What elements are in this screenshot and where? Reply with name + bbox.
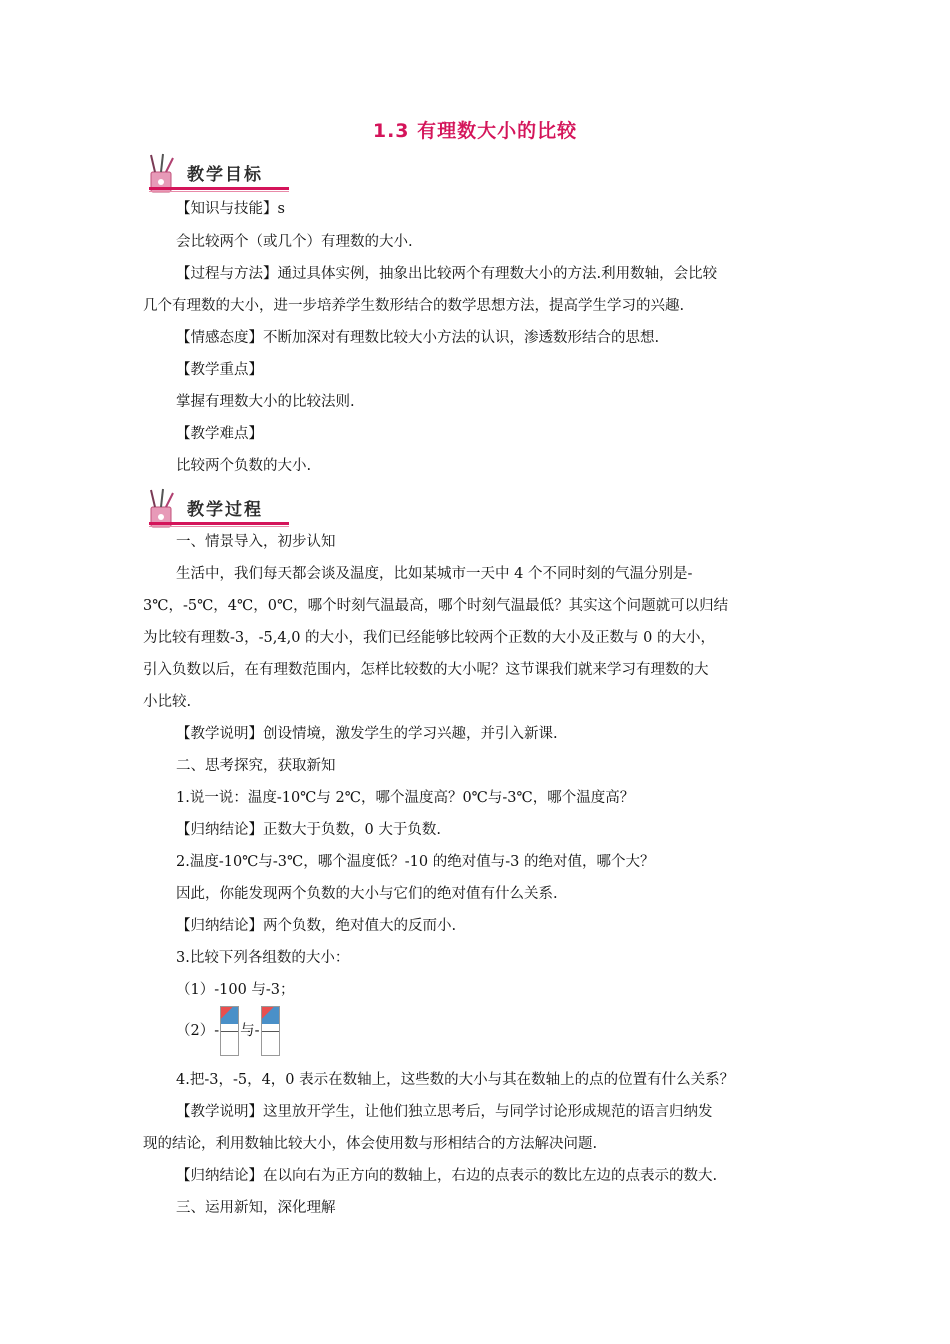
process-line: 为比较有理数-3，-5,4,0 的大小，我们已经能够比较两个正数的大小及正数与 0 的大小， <box>143 630 715 646</box>
goal-line: 几个有理数的大小，进一步培养学生数形结合的数学思想方法，提高学生学习的兴趣. <box>143 298 685 314</box>
process-line: （1）-100 与-3； <box>176 982 295 998</box>
process-line: 三、运用新知，深化理解 <box>176 1200 336 1216</box>
process-line: 3℃，-5℃，4℃，0℃，哪个时刻气温最高，哪个时刻气温最低？其实这个问题就可以归结 <box>143 598 729 614</box>
goal-line: 【知识与技能】s <box>176 201 285 217</box>
goal-line: 【情感态度】不断加深对有理数比较大小方法的认识，渗透数形结合的思想. <box>176 330 660 346</box>
process-line: 【教学说明】创设情境，激发学生的学习兴趣，并引入新课. <box>176 726 558 742</box>
process-line: 因此，你能发现两个负数的大小与它们的绝对值有什么关系. <box>176 886 558 902</box>
banner-underline <box>149 526 289 527</box>
process-line: 【归纳结论】两个负数，绝对值大的反而小. <box>176 918 457 934</box>
process-line: 小比较. <box>143 694 192 710</box>
process-line-fractions <box>176 1006 281 1056</box>
goal-line: 【教学重点】 <box>176 362 263 378</box>
page-title: 1.3 有理数大小的比较 <box>372 120 578 142</box>
process-line: 2.温度-10℃与-3℃，哪个温度低？-10 的绝对值与-3 的绝对值，哪个大？ <box>176 854 655 870</box>
banner-underline <box>149 187 289 190</box>
section-banner-goals <box>143 152 293 198</box>
fraction-connector: 与- <box>240 1023 260 1039</box>
goal-line: 【教学难点】 <box>176 426 263 442</box>
banner-underline <box>149 191 289 192</box>
banner-title-goals: 教学目标 <box>187 165 263 185</box>
process-line: 4.把-3，-5，4，0 表示在数轴上，这些数的大小与其在数轴上的点的位置有什么关系？ <box>176 1072 735 1088</box>
fraction-prefix: （2）- <box>176 1023 220 1039</box>
process-line: 现的结论，利用数轴比较大小，体会使用数与形相结合的方法解决问题. <box>143 1136 598 1152</box>
process-line: 1.说一说：温度-10℃与 2℃，哪个温度高？0℃与-3℃，哪个温度高？ <box>176 790 635 806</box>
fraction-image <box>220 1006 239 1056</box>
goal-line: 比较两个负数的大小. <box>176 458 312 474</box>
process-line: 【归纳结论】正数大于负数，0 大于负数. <box>176 822 441 838</box>
process-line: 3.比较下列各组数的大小： <box>176 950 350 966</box>
banner-underline <box>149 522 289 525</box>
process-line: 二、思考探究，获取新知 <box>176 758 336 774</box>
process-line: 【教学说明】这里放开学生，让他们独立思考后，与同学讨论形成规范的语言归纳发 <box>176 1104 713 1120</box>
banner-title-process: 教学过程 <box>187 500 263 520</box>
goal-line: 会比较两个（或几个）有理数的大小. <box>176 234 413 250</box>
goal-line: 掌握有理数大小的比较法则. <box>176 394 355 410</box>
process-line: 一、情景导入，初步认知 <box>176 534 336 550</box>
section-banner-process <box>143 487 293 533</box>
process-line: 【归纳结论】在以向右为正方向的数轴上，右边的点表示的数比左边的点表示的数大. <box>176 1168 718 1184</box>
process-line: 生活中，我们每天都会谈及温度，比如某城市一天中 4 个不同时刻的气温分别是- <box>176 566 693 582</box>
fraction-image <box>261 1006 280 1056</box>
goal-line: 【过程与方法】通过具体实例，抽象出比较两个有理数大小的方法.利用数轴，会比较 <box>176 266 718 282</box>
process-line: 引入负数以后，在有理数范围内，怎样比较数的大小呢？这节课我们就来学习有理数的大 <box>143 662 709 678</box>
